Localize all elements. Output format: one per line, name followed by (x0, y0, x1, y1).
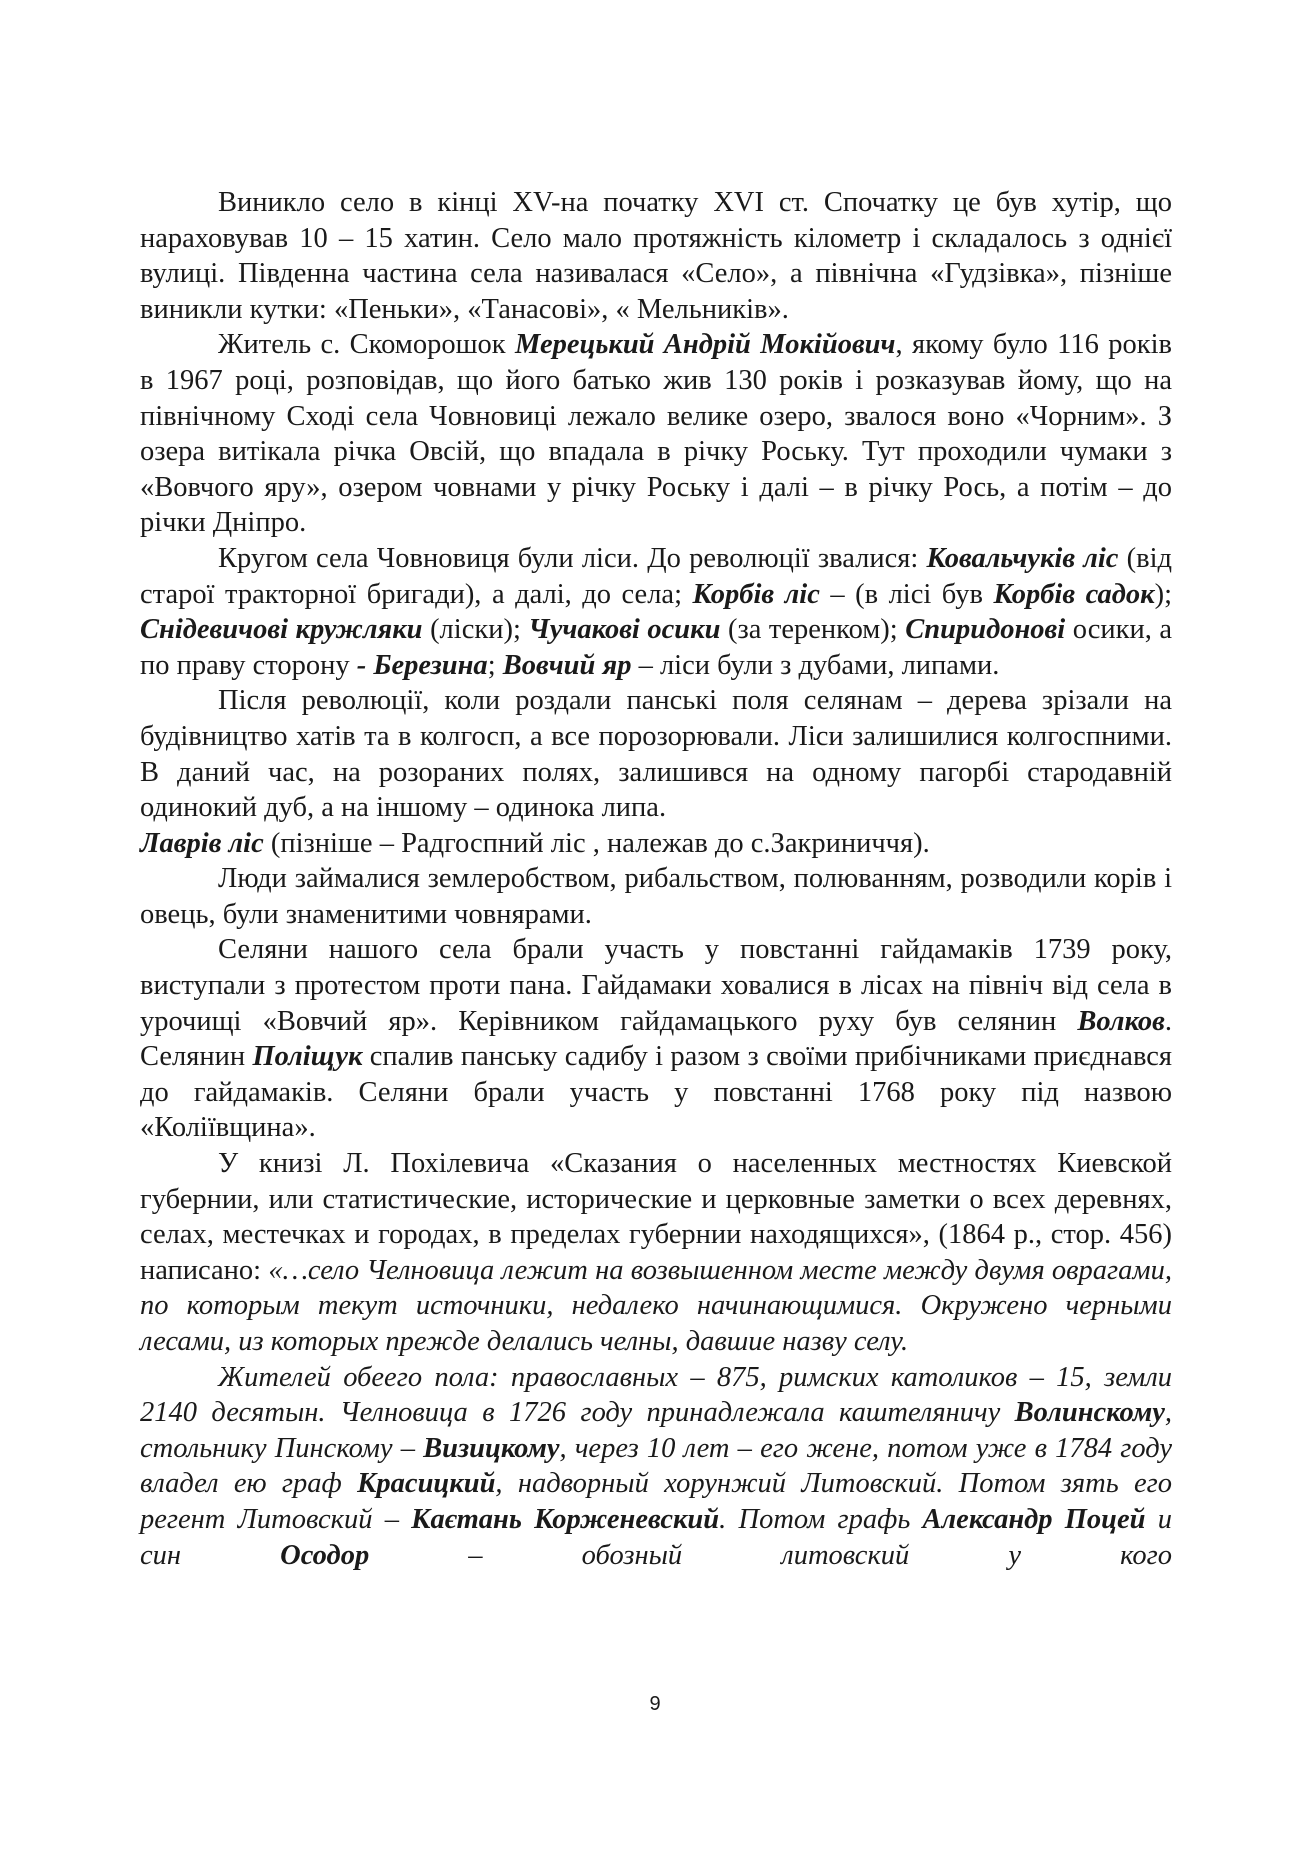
document-body (140, 185, 1172, 1573)
text-run: Житель с. Скоморошок (218, 329, 516, 361)
paragraph (140, 826, 1172, 862)
text-run: , якому було 116 років в 1967 році, розповідав, що його батько жив 130 років і розказував йому, що на північному Сході села Човновиці лежало велике озеро, звалося воно «Чорним». З озера витікала річка Овсій, що впадала в річку Роську. Тут проходили чумаки з «Вовчого яру», озером човнами у річку Роську і далі – в річку Рось, а потім – до річки Дніпро. (140, 329, 1172, 539)
text-run: , через 10 лет – его жене, потом уже в 1784 году владел ею граф (140, 1432, 1172, 1500)
text-run: Після революції, коли роздали панські поля селянам – дерева зрізали на будівництво хатів та в колгосп, а все порозорювали. Ліси залишилися колгоспними. В даний час, на розораних полях, залишився на одному пагорбі стародавній одинокий дуб, а на іншому – одинока липа. (140, 685, 1172, 824)
emphasized-name: Мерецький Андрій Мокійович (515, 329, 896, 361)
quoted-text: «…село Челновица лежит на возвышенном месте между двумя оврагами, по которым текут источники, недалеко начинающимися. Окружено черными лесами, из которых прежде делались челны, давшие назву селу. (140, 1254, 1172, 1357)
bold-name: Каєтань Корженевский (411, 1503, 720, 1535)
bold-name: Визицкому (423, 1432, 560, 1464)
text-run: – ліси були з дубами, липами. (631, 649, 1000, 681)
text-run: – (в лісі був (819, 578, 994, 610)
text-run: (за теренком); (720, 614, 906, 646)
text-run: (від старої тракторної бригади), а далі, до села; (140, 542, 1173, 610)
text-run: Кругом села Човновиця були ліси. До революції звалися: (218, 542, 927, 574)
paragraph (140, 327, 1172, 541)
emphasized-name: Ковальчуків ліс (926, 542, 1119, 574)
text-run: спалив панську садибу і разом з своїми прибічниками приєднався до гайдамаків. Селяни брали участь у повстанні 1768 року під назвою «Коліївщина». (140, 1041, 1172, 1144)
emphasized-name: Снідевичові кружляки (140, 614, 423, 646)
text-run: . Потом графь (719, 1503, 923, 1535)
page-number: 9 (649, 1693, 661, 1715)
emphasized-name: Поліщук (252, 1041, 363, 1073)
text-run: Жителей обеего пола: православных – 875, римских католиков – 15, земли 2140 десятын. Челновица в 1726 году принадлежала каштеляничу (140, 1361, 1172, 1429)
paragraph (140, 1360, 1172, 1574)
text-run: (пізніше – Радгоспний ліс , належав до с.Закриниччя). (263, 827, 930, 859)
paragraph (140, 683, 1172, 825)
text-run: (ліски); (422, 614, 529, 646)
text-run: У книзі Л. Похілевича «Сказания о населенных местностях Киевской губернии, или статистические, исторические и церковные заметки о всех деревнях, селах, местечках и городах, в пределах губернии находящихся», (1864 р., стор. 456) написано: (140, 1148, 1172, 1286)
text-run: Селяни нашого села брали участь у повстанні гайдамаків 1739 року, виступали з протестом проти пана. Гайдамаки ховалися в лісах на північ від села в урочищі «Вовчий яр». Керівником гайдамацького руху був селянин (140, 934, 1172, 1037)
text-run: , стольнику Пинскому – (140, 1397, 1172, 1464)
bold-name: Волинскому (1014, 1397, 1165, 1429)
text-run: ; (487, 649, 503, 681)
text-run: Люди займалися землеробством, рибальством, полюванням, розводили корів і овець, були знаменитими човнярами. (140, 863, 1172, 930)
bold-name: Осодор (280, 1539, 370, 1571)
paragraph (140, 185, 1172, 327)
text-run: ); (1154, 578, 1173, 610)
emphasized-name: Лаврів ліс (140, 827, 264, 859)
text-run: – обозный литовский у кого (369, 1539, 1173, 1571)
emphasized-name: Корбів ліс (692, 578, 820, 610)
paragraph (140, 541, 1172, 683)
bold-name: Александр Поцей (922, 1503, 1146, 1535)
bold-name: Красицкий (357, 1468, 496, 1500)
text-run: , надворный хорунжий Литовский. Потом зять его регент Литовский – (140, 1468, 1172, 1535)
emphasized-name: Чучакові осики (528, 614, 721, 646)
text-run: осики, а по праву сторону (140, 614, 1173, 681)
emphasized-name: Волков (1077, 1005, 1165, 1037)
text-run: Виникло село в кінці XV-на початку XVI ст. Спочатку це був хутір, що нараховував 10 – 15 хатин. Село мало протяжність кілометр і складалось з однієї вулиці. Південна частина села називалася «Село», а північна «Гудзівка», пізніше виникли кутки: «Пеньки», «Танасові», « Мельників». (140, 187, 1172, 325)
emphasized-name: Вовчий яр (502, 649, 632, 681)
emphasized-name: Корбів садок (993, 578, 1155, 610)
text-run: . Селянин (140, 1005, 1172, 1073)
text-run: и син (140, 1503, 1173, 1571)
emphasized-name: Спиридонові (905, 614, 1066, 646)
emphasized-name: - Березина (356, 649, 488, 681)
paragraph (140, 861, 1172, 932)
paragraph (140, 1146, 1172, 1360)
paragraph (140, 932, 1172, 1146)
